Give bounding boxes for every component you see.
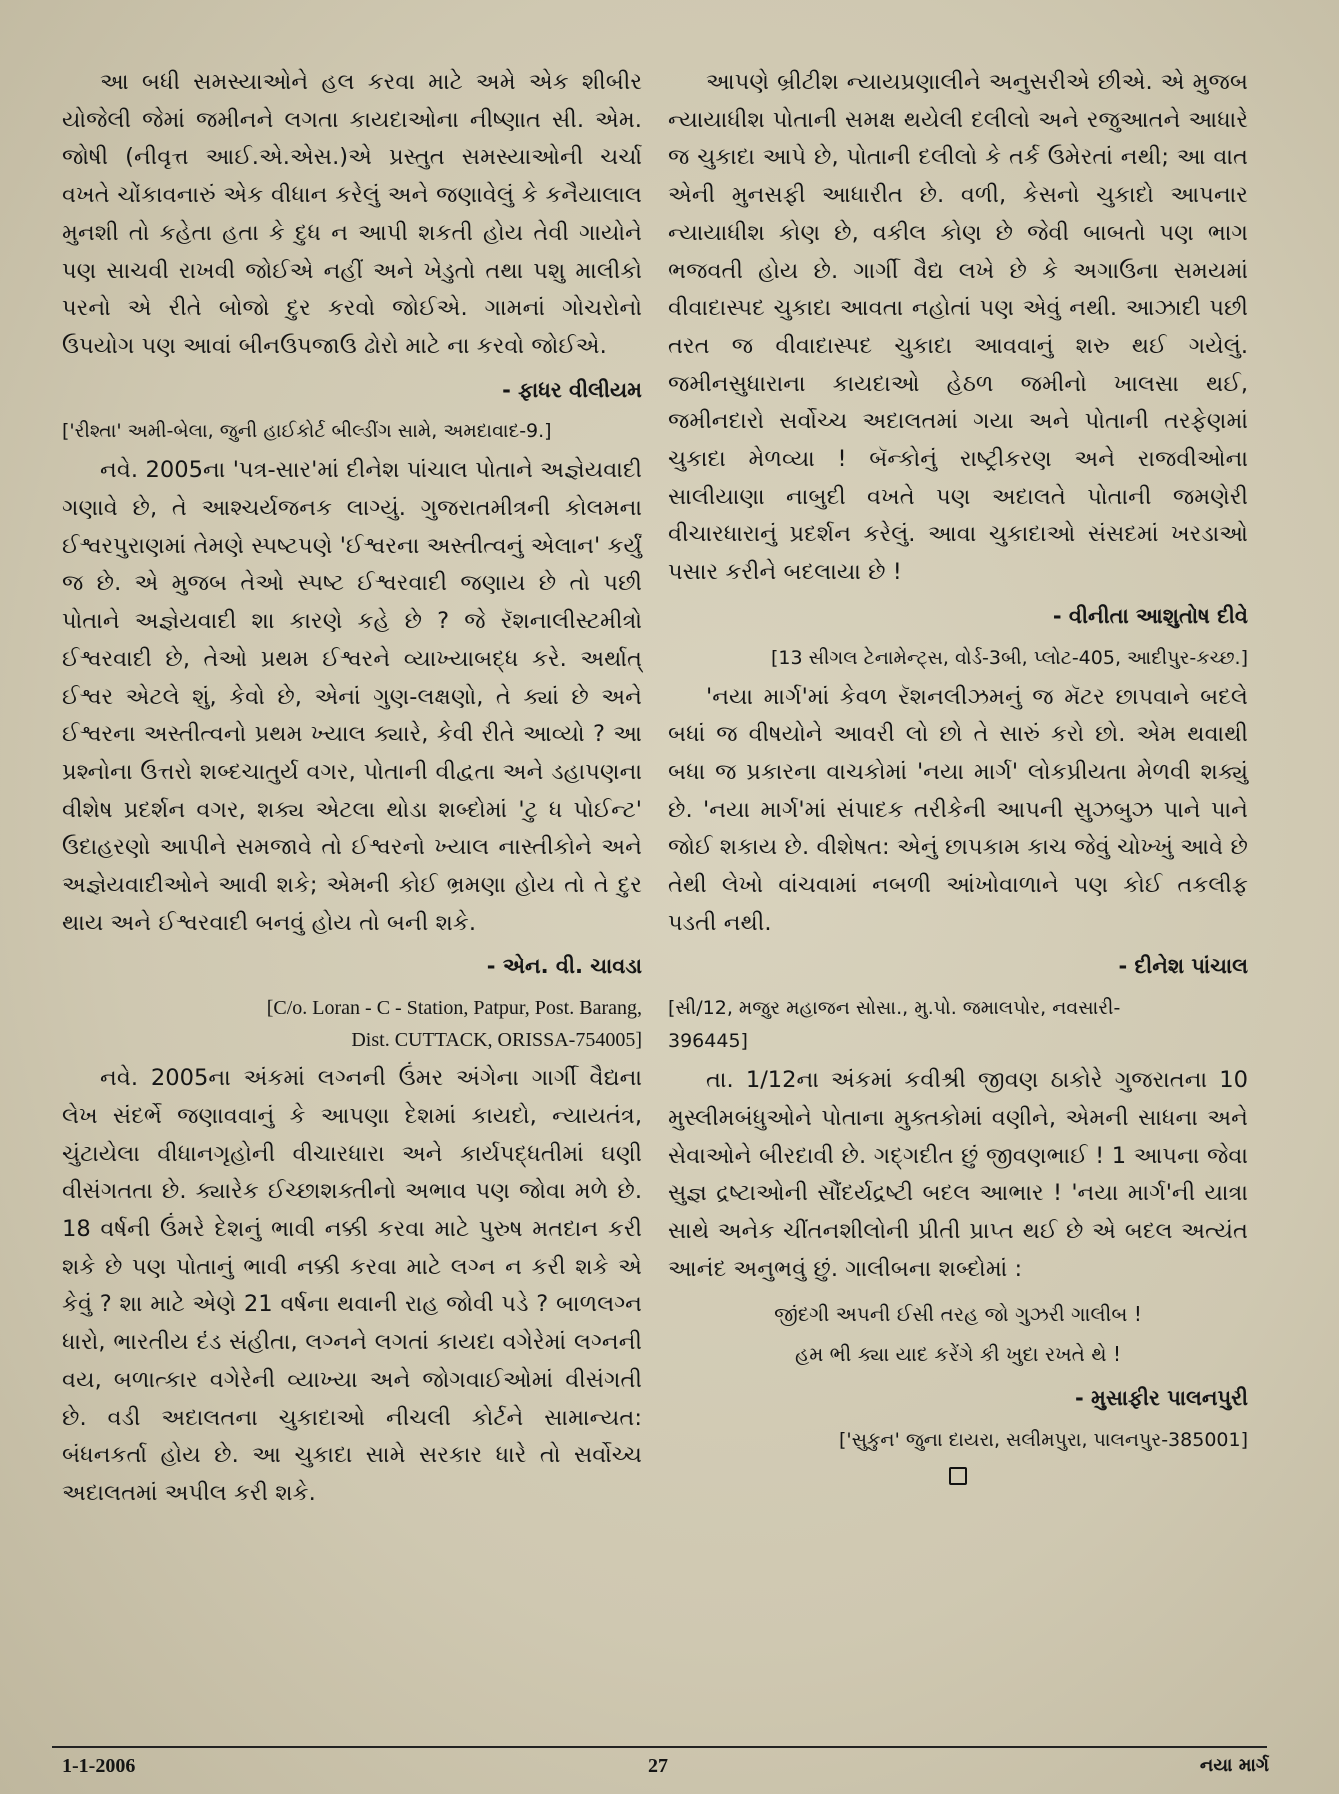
letter-address: ['રીશ્તા' અમી-બેલા, જુની હાઈકોર્ટ બીલ્ડીંગ સામે, અમદાવાદ-9.] [62, 420, 552, 443]
letter-paragraph: તા. 1/12ના અંકમાં કવીશ્રી જીવણ ઠાકોરે ગુજરાતના 10 મુસ્લીમબંધુઓને પોતાના મુક્તકોમાં વણીને, એમની સાધના અને સેવાઓને બીરદાવી છે. ગદ્ગદીત છું જીવણભાઈ ! 1 આપના જેવા સુજ્ઞ દ્રષ્ટાઓની સૌંદર્યદ્રષ્ટી બદલ આભાર ! 'નયા માર્ગ'ની યાત્રા સાથે અનેક ચીંતનશીલોની પ્રીતી પ્રાપ્ત થઈ છે એ બદલ અત્યંત આનંદ અનુભવું છું. ગાલીબના શબ્દોમાં : [668, 1067, 1248, 1282]
letter-paragraph: આ બધી સમસ્યાઓને હલ કરવા માટે અમે એક શીબીર યોજેલી જેમાં જમીનને લગતા કાયદાઓના નીષ્ણાત સી. એમ. જોષી (નીવૃત્ત આઈ.એ.એસ.)એ પ્રસ્તુત સમસ્યાઓની ચર્ચા વખતે ચોંકાવનારું એક વીધાન કરેલું અને જણાવેલું કે કનૈયાલાલ મુનશી તો કહેતા હતા કે દુધ ન આપી શકતી હોય તેવી ગાયોને પણ સાચવી રાખવી જોઈએ નહીં અને ખેડુતો તથા પશુ માલીકો પરનો એ રીતે બોજો દુર કરવો જોઈએ. ગામનાં ગોચરોનો ઉપયોગ પણ આવાં બીનઉપજાઉ ઢોરો માટે ના કરવો જોઈએ. [62, 69, 642, 359]
address-line: Dist. CUTTACK, ORISSA-754005] [351, 1029, 642, 1052]
address-line: [C/o. Loran - C - Station, Patpur, Post. Barang, [266, 997, 642, 1020]
issue-date: 1-1-2006 [62, 1755, 136, 1777]
end-mark-icon [949, 1467, 967, 1485]
letter-paragraph: 'નયા માર્ગ'માં કેવળ રૅશનલીઝમનું જ મૅટર છાપવાને બદલે બધાં જ વીષયોને આવરી લો છો તે સારું કરો છો. એમ થવાથી બધા જ પ્રકારના વાચકોમાં 'નયા માર્ગ' લોકપ્રીયતા મેળવી શક્યું છે. 'નયા માર્ગ'માં સંપાદક તરીકેની આપની સુઝબુઝ પાને પાને જોઈ શકાય છે. વીશેષત: એનું છાપકામ કાચ જેવું ચોખ્ખું આવે છે તેથી લેખો વાંચવામાં નબળી આંખોવાળાને પણ કોઈ તકલીફ પડતી નથી. [668, 683, 1248, 936]
letter-paragraph: નવે. 2005ના 'પત્ર-સાર'માં દીનેશ પાંચાલ પોતાને અજ્ઞેયવાદી ગણાવે છે, તે આશ્ચર્યજનક લાગ્યું. ગુજરાતમીત્રની કોલમના ઈશ્વરપુરાણમાં તેમણે સ્પષ્ટપણે 'ઈશ્વરના અસ્તીત્વનું એલાન' કર્યું જ છે. એ મુજબ તેઓ સ્પષ્ટ ઈશ્વરવાદી જણાય છે તો પછી પોતાને અજ્ઞેયવાદી શા કારણે કહે છે ? જે રૅશનાલીસ્ટમીત્રો ઈશ્વરવાદી છે, તેઓ પ્રથમ ઈશ્વરને વ્યાખ્યાબદ્ધ કરે. અર્થાત્ ઈશ્વર એટલે શું, કેવો છે, એનાં ગુણ-લક્ષણો, તે ક્યાં છે અને ઈશ્વરના અસ્તીત્વનો પ્રથમ ખ્યાલ ક્યારે, કેવી રીતે આવ્યો ? આ પ્રશ્નોના ઉત્તરો શબ્દચાતુર્ય વગર, પોતાની વીદ્વતા અને ડહાપણના વીશેષ પ્રદર્શન વગર, શક્ય એટલા થોડા શબ્દોમાં 'ટુ ધ પોઈન્ટ' ઉદાહરણો આપીને સમજાવે તો ઈશ્વરનો ખ્યાલ નાસ્તીકોને અને અજ્ઞેયવાદીઓને આવી શકે; એમની કોઈ ભ્રમણા હોય તો તે દુર થાય અને ઈશ્વરવાદી બનવું હોય તો બની શકે. [62, 457, 642, 936]
letter-signature: - વીનીતા આશુતોષ દીવે [1052, 603, 1248, 628]
ghalib-verse [668, 1294, 1248, 1374]
address-line: 396445] [668, 1030, 748, 1053]
letter-signature: - મુસાફીર પાલનપુરી [1075, 1386, 1248, 1411]
letter-paragraph: આપણે બ્રીટીશ ન્યાયપ્રણાલીને અનુસરીએ છીએ. એ મુજબ ન્યાયાધીશ પોતાની સમક્ષ થયેલી દલીલો અને રજુઆતને આધારે જ ચુકાદા આપે છે, પોતાની દલીલો કે તર્ક ઉમેરતાં નથી; આ વાત એની મુનસફી આધારીત છે. વળી, કેસનો ચુકાદો આપનાર ન્યાયાધીશ કોણ છે, વકીલ કોણ છે જેવી બાબતો પણ ભાગ ભજવતી હોય છે. ગાર્ગી વૈદ્ય લખે છે કે અગાઉના સમયમાં વીવાદાસ્પદ ચુકાદા આવતા નહોતાં પણ એવું નથી. આઝાદી પછી તરત જ વીવાદાસ્પદ ચુકાદા આવવાનું શરુ થઈ ગયેલું. જમીનસુધારાના કાયદાઓ હેઠળ જમીનો ખાલસા થઈ, જમીનદારો સર્વોચ્ચ અદાલતમાં ગયા અને પોતાની તરફેણમાં ચુકાદા મેળવ્યા ! બૅન્કોનું રાષ્ટ્રીકરણ અને રાજવીઓના સાલીયાણા નાબુદી વખતે પણ અદાલતે પોતાની જમણેરી વીચારધારાનું પ્રદર્શન કરેલું. આવા ચુકાદાઓ સંસદમાં ખરડાઓ પસાર કરીને બદલાયા છે ! [668, 69, 1248, 586]
letter-address: [13 સીગલ ટેનામેન્ટ્સ, વોર્ડ-3બી, પ્લોટ-405, આદીપુર-કચ્છ.] [770, 646, 1248, 669]
footer-rule [52, 1746, 1267, 1748]
letter-address [62, 992, 642, 1056]
right-column [668, 64, 1248, 1485]
letter-paragraph: નવે. 2005ના અંકમાં લગ્નની ઉંમર અંગેના ગાર્ગી વૈદ્યના લેખ સંદર્ભે જણાવવાનું કે આપણા દેશમાં કાયદો, ન્યાયતંત્ર, ચુંટાયેલા વીધાનગૃહોની વીચારધારા અને કાર્યપદ્ધતીમાં ઘણી વીસંગતતા છે. ક્યારેક ઈચ્છાશક્તીનો અભાવ પણ જોવા મળે છે. 18 વર્ષની ઉંમરે દેશનું ભાવી નક્કી કરવા માટે પુરુષ મતદાન કરી શકે છે પણ પોતાનું ભાવી નક્કી કરવા માટે લગ્ન ન કરી શકે એ કેવું ? શા માટે એણે 21 વર્ષના થવાની રાહ જોવી પડે ? બાળલગ્ન ધારો, ભારતીય દંડ સંહીતા, લગ્નને લગતાં કાયદા વગેરેમાં લગ્નની વય, બળાત્કાર વગેરેની વ્યાખ્યા અને જોગવાઈઓમાં વીસંગતી છે. વડી અદાલતના ચુકાદાઓ નીચલી કોર્ટને સામાન્યત: બંધનકર્તા હોય છે. આ ચુકાદા સામે સરકાર ધારે તો સર્વોચ્ચ અદાલતમાં અપીલ કરી શકે. [62, 1065, 642, 1506]
magazine-name: નયા માર્ગ [1199, 1755, 1269, 1776]
page-number: 27 [648, 1755, 668, 1777]
verse-line: જીંદગી અપની ઈસી તરહ જો ગુઝરી ગાલીબ ! [774, 1302, 1142, 1327]
letter-signature: - એન. વી. ચાવડા [486, 954, 642, 979]
letter-address [668, 992, 1248, 1058]
address-line: [સી/12, મજુર મહાજન સોસા., મુ.પો. જમાલપોર, નવસારી- [668, 997, 1121, 1020]
letter-signature: - દીનેશ પાંચાલ [1118, 954, 1248, 979]
verse-line: હમ ભી ક્યા યાદ કરેંગે કી ખુદા રખતે થે ! [794, 1342, 1122, 1367]
left-column [62, 64, 642, 1513]
letter-address: ['સુકુન' જુના દાયરા, સલીમપુરા, પાલનપુર-385001] [838, 1429, 1248, 1452]
letter-signature: - ફાધર વીલીયમ [502, 377, 642, 402]
